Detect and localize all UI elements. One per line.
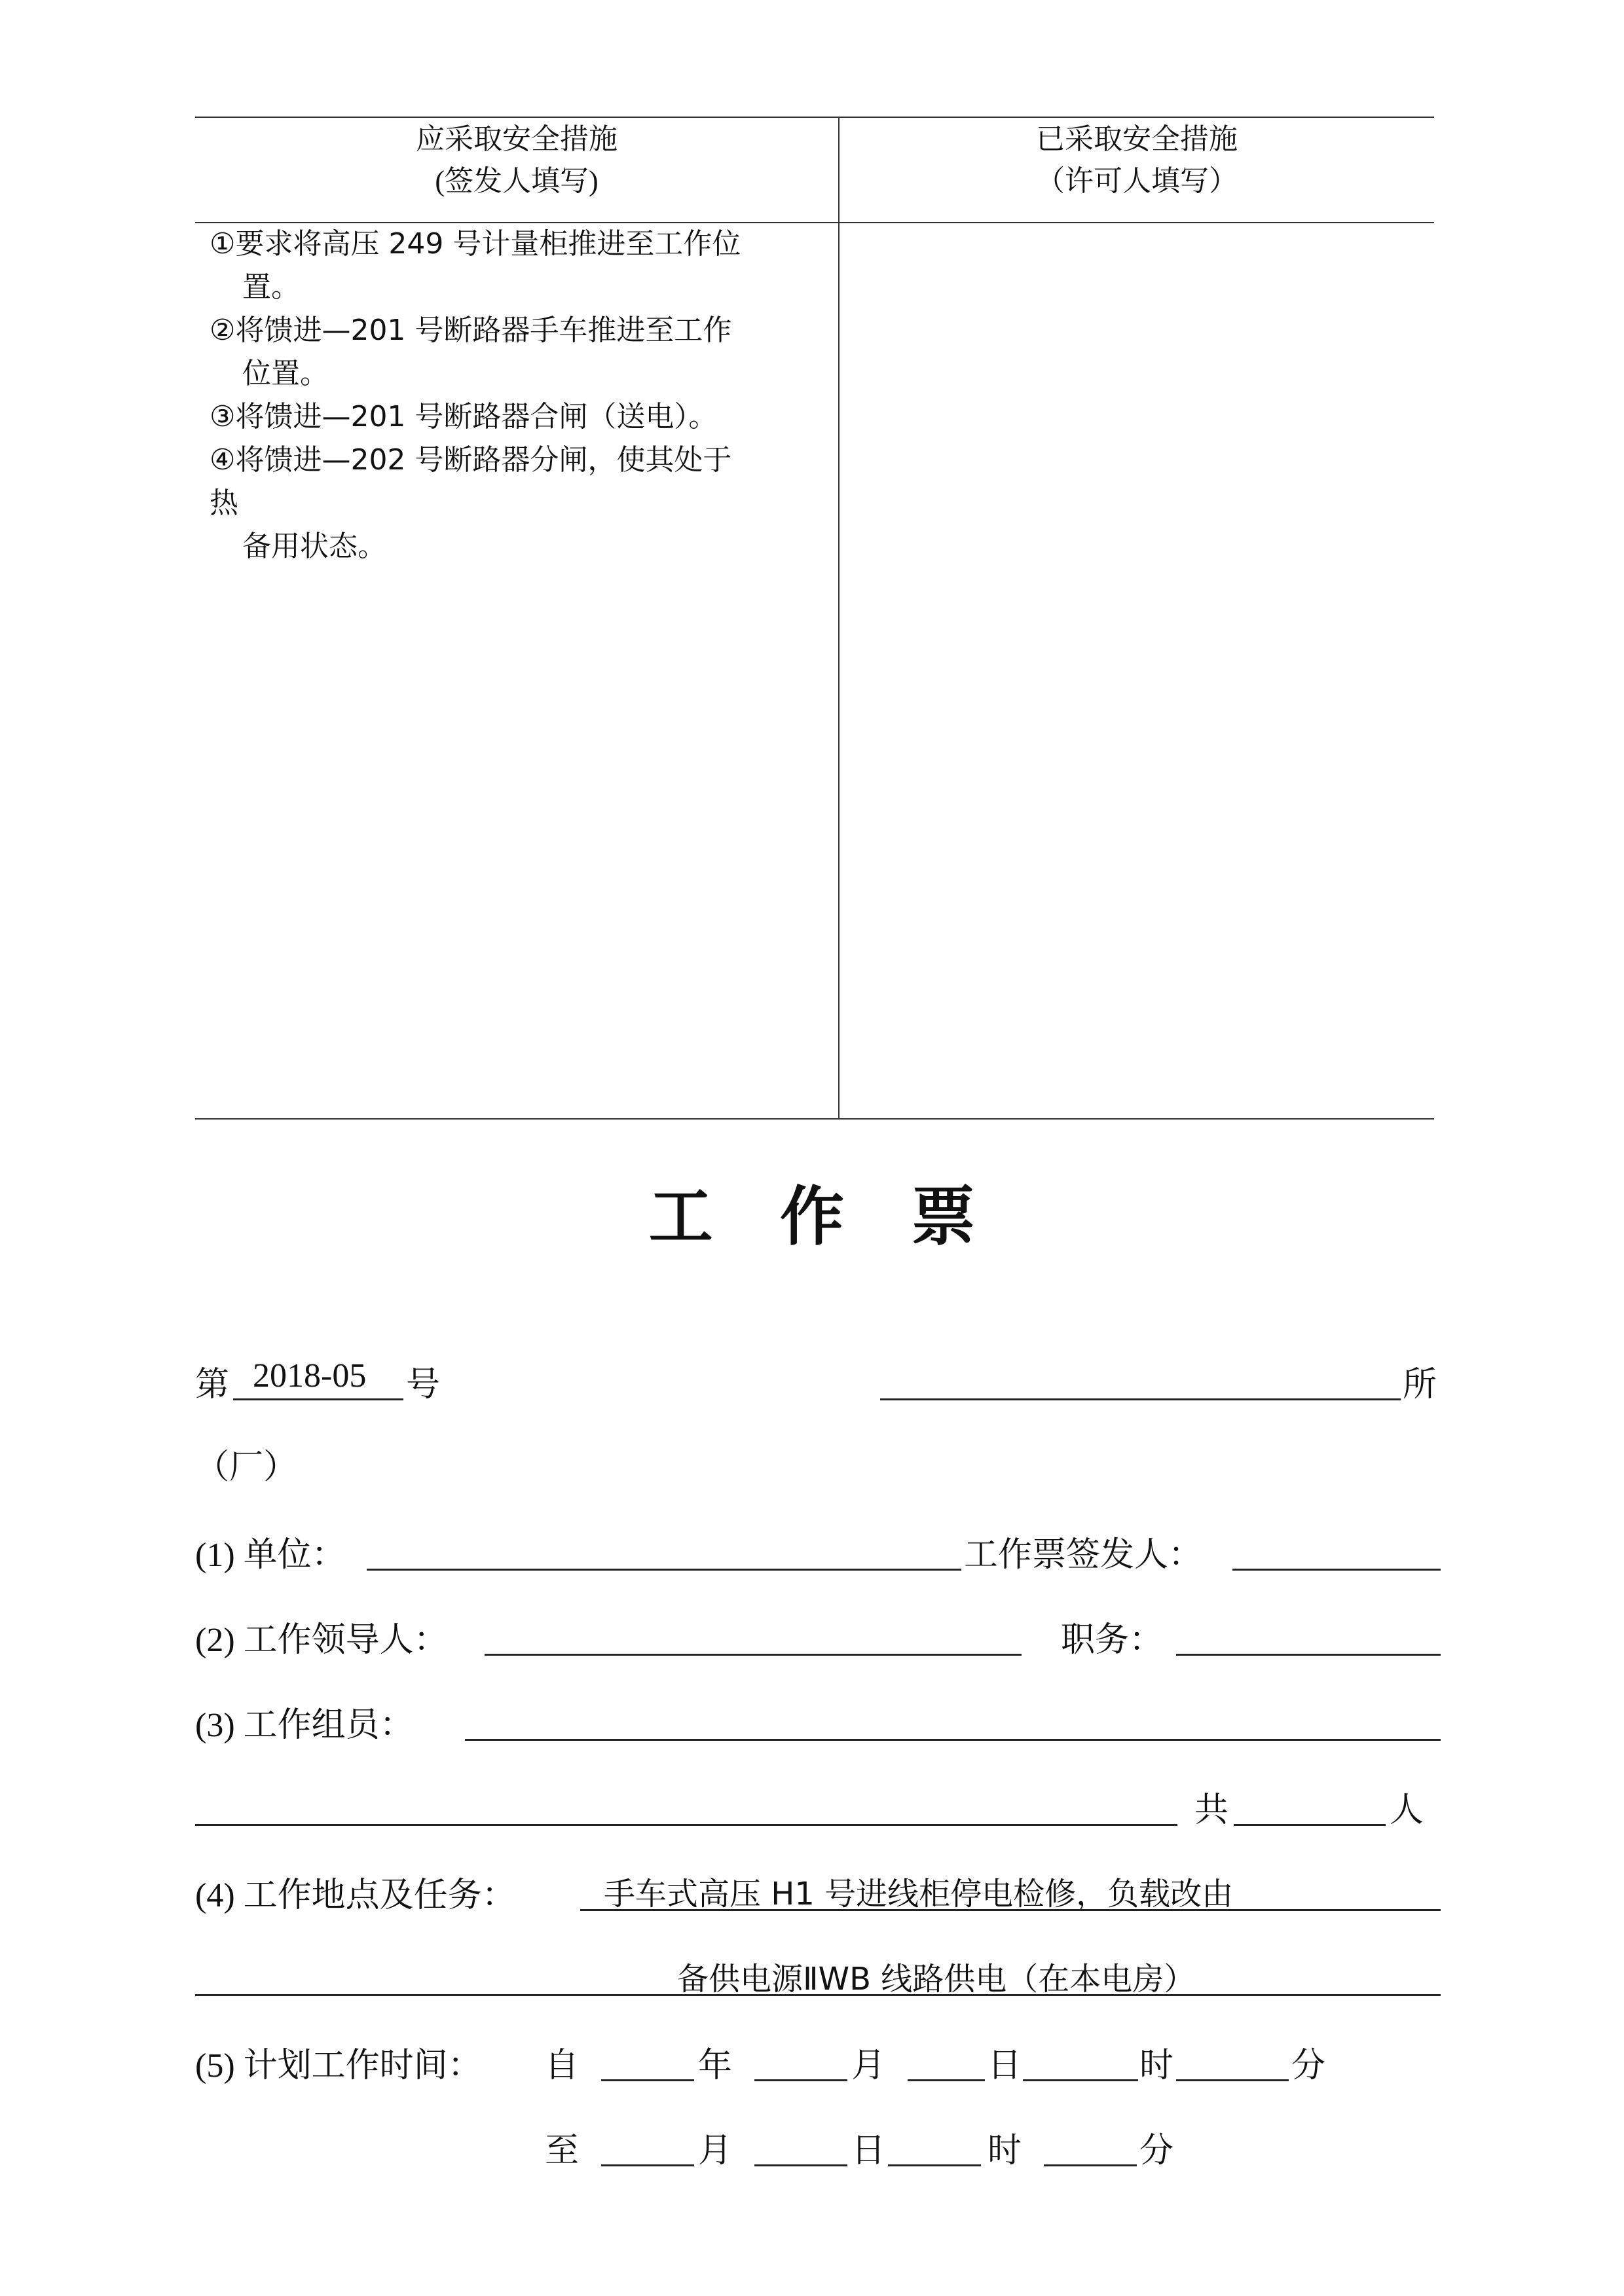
table-column-divider bbox=[838, 117, 840, 1118]
issuer-field[interactable] bbox=[1232, 1569, 1441, 1571]
station-underline[interactable] bbox=[880, 1398, 1401, 1400]
to-hour-label: 时 bbox=[987, 2132, 1022, 2170]
to-day-label: 日 bbox=[851, 2132, 886, 2170]
measure-line: ③将馈进—201 号断路器合闸（送电）。 bbox=[210, 400, 718, 433]
measure-line: ②将馈进—201 号断路器手车推进至工作 bbox=[210, 314, 732, 347]
factory-label: （厂） bbox=[195, 1449, 298, 1486]
members-label: (3) 工作组员： bbox=[195, 1707, 414, 1744]
task-label: (4) 工作地点及任务： bbox=[195, 1877, 516, 1914]
position-label: 职务： bbox=[1061, 1622, 1164, 1659]
to-day-field[interactable] bbox=[754, 2164, 847, 2166]
to-hour-field[interactable] bbox=[888, 2164, 981, 2166]
ticket-no-value: 2018-05 bbox=[253, 1357, 367, 1394]
time-label: (5) 计划工作时间： bbox=[195, 2047, 482, 2085]
person-label: 人 bbox=[1390, 1792, 1424, 1829]
to-month-label: 月 bbox=[698, 2132, 733, 2170]
page-title: 工 作 票 bbox=[648, 1180, 976, 1254]
total-label: 共 bbox=[1194, 1792, 1229, 1829]
to-month-field[interactable] bbox=[601, 2164, 694, 2166]
unit-field[interactable] bbox=[367, 1569, 961, 1571]
position-field[interactable] bbox=[1176, 1654, 1441, 1656]
leader-field[interactable] bbox=[485, 1654, 1022, 1656]
measure-line: 备用状态。 bbox=[242, 530, 386, 563]
to-minute-label: 分 bbox=[1139, 2132, 1174, 2170]
measure-line: ④将馈进—202 号断路器分闸，使其处于 bbox=[210, 443, 732, 477]
table-bottom-border bbox=[195, 1118, 1434, 1120]
from-month-label: 月 bbox=[851, 2047, 886, 2085]
total-count-field[interactable] bbox=[1234, 1824, 1386, 1826]
ticket-no-underline bbox=[233, 1398, 403, 1400]
left-header-note: (签发人填写) bbox=[435, 165, 599, 197]
from-year-field[interactable] bbox=[601, 2079, 694, 2081]
from-minute-field[interactable] bbox=[1176, 2079, 1289, 2081]
right-header-title: 已采取安全措施 bbox=[1036, 123, 1238, 155]
from-label: 自 bbox=[545, 2047, 580, 2085]
from-minute-label: 分 bbox=[1291, 2047, 1326, 2085]
task-text-line1: 手车式高压 H1 号进线柜停电检修，负载改由 bbox=[604, 1876, 1234, 1912]
leader-label: (2) 工作领导人： bbox=[195, 1622, 448, 1659]
from-day-label: 日 bbox=[987, 2047, 1022, 2085]
to-label: 至 bbox=[545, 2132, 580, 2170]
task-underline1[interactable] bbox=[580, 1909, 1441, 1911]
unit-label: (1) 单位： bbox=[195, 1537, 346, 1574]
ticket-no-suffix: 号 bbox=[406, 1366, 441, 1404]
left-header-title: 应采取安全措施 bbox=[416, 123, 618, 155]
measure-line: 位置。 bbox=[242, 357, 329, 390]
ticket-no-prefix: 第 bbox=[195, 1366, 230, 1404]
from-month-field[interactable] bbox=[754, 2079, 847, 2081]
to-minute-field[interactable] bbox=[1044, 2164, 1137, 2166]
from-hour-field[interactable] bbox=[1023, 2079, 1138, 2081]
measure-line: 热 bbox=[210, 486, 238, 520]
issuer-label: 工作票签发人： bbox=[964, 1537, 1203, 1574]
from-day-field[interactable] bbox=[908, 2079, 985, 2081]
station-suffix: 所 bbox=[1403, 1366, 1437, 1404]
measure-line: ①要求将高压 249 号计量柜推进至工作位 bbox=[210, 227, 741, 261]
table-top-border bbox=[195, 117, 1434, 118]
members-field-line2[interactable] bbox=[195, 1824, 1177, 1826]
task-text-line2: 备供电源ⅡWB 线路供电（在本电房） bbox=[677, 1961, 1196, 1997]
task-underline2[interactable] bbox=[195, 1994, 1441, 1996]
members-field-line1[interactable] bbox=[465, 1739, 1441, 1741]
measure-line: 置。 bbox=[242, 270, 300, 304]
from-year-label: 年 bbox=[698, 2047, 733, 2085]
from-hour-label: 时 bbox=[1139, 2047, 1174, 2085]
right-header-note: （许可人填写） bbox=[1036, 165, 1238, 197]
